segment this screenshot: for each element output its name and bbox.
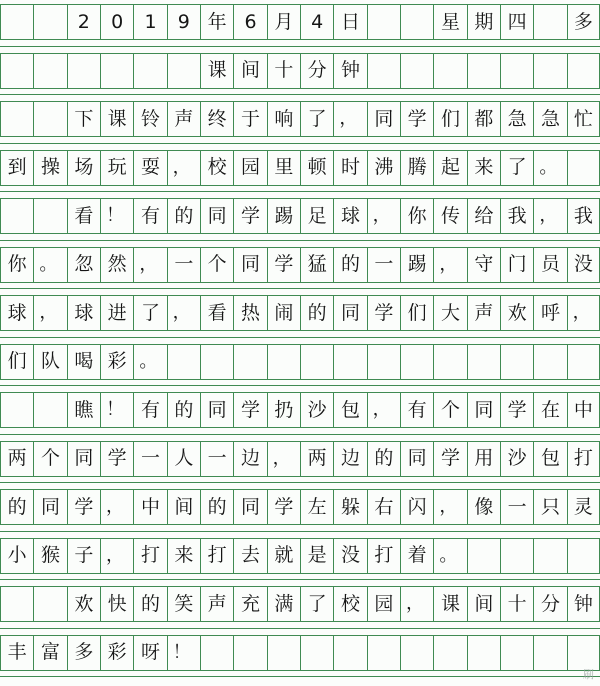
grid-cell: 学	[433, 442, 466, 476]
grid-cell	[533, 54, 566, 88]
grid-cell	[300, 636, 333, 670]
grid-cell	[367, 5, 400, 39]
grid-cell	[567, 636, 600, 670]
grid-cell: 包	[333, 393, 366, 427]
grid-cell: 打	[200, 539, 233, 573]
grid-cell: 球	[333, 199, 366, 233]
grid-cell: 学	[267, 248, 300, 282]
grid-cell: ，	[433, 248, 466, 282]
grid-cell: 快	[100, 587, 133, 621]
grid-cell: 在	[533, 393, 566, 427]
grid-cell: 。	[133, 345, 166, 379]
grid-cell: 间	[467, 587, 500, 621]
grid-cell: 响	[267, 102, 300, 136]
grid-cell	[467, 539, 500, 573]
grid-cell: 足	[300, 199, 333, 233]
grid-cell: 们	[0, 345, 33, 379]
grid-row	[0, 392, 600, 428]
grid-cell: 有	[400, 393, 433, 427]
grid-cell: 学	[367, 296, 400, 330]
grid-cell: 铃	[133, 102, 166, 136]
grid-cell: 沙	[300, 393, 333, 427]
grid-cell: 间	[233, 54, 266, 88]
grid-row	[0, 150, 600, 186]
grid-cell: 分	[533, 587, 566, 621]
gap-line	[0, 288, 600, 289]
grid-cell: 1	[133, 5, 166, 39]
grid-cell: 。	[533, 151, 566, 185]
grid-cell: ，	[33, 296, 66, 330]
grid-cell	[33, 587, 66, 621]
grid-cell	[67, 54, 100, 88]
grid-cell: 忽	[67, 248, 100, 282]
grid-cell: 到	[0, 151, 33, 185]
grid-cell	[500, 539, 533, 573]
grid-cell: 了	[300, 587, 333, 621]
grid-cell: 4	[300, 5, 333, 39]
grid-cell	[0, 587, 33, 621]
grid-cell: ！	[167, 636, 200, 670]
grid-cell	[467, 54, 500, 88]
grid-cell	[400, 345, 433, 379]
gap-line	[0, 94, 600, 95]
grid-cell	[533, 345, 566, 379]
grid-cell	[333, 345, 366, 379]
grid-cell: 钟	[333, 54, 366, 88]
grid-cell: ，	[433, 490, 466, 524]
grid-cell: 沸	[367, 151, 400, 185]
grid-cell: 日	[333, 5, 366, 39]
gap-line	[0, 628, 600, 629]
grid-cell: 去	[233, 539, 266, 573]
grid-cell: 打	[133, 539, 166, 573]
grid-cell	[400, 636, 433, 670]
gap-line	[0, 676, 600, 677]
grid-cell: 我	[500, 199, 533, 233]
grid-cell: 们	[433, 102, 466, 136]
gap-line	[0, 434, 600, 435]
grid-cell: 边	[333, 442, 366, 476]
grid-cell	[367, 636, 400, 670]
grid-cell: 们	[400, 296, 433, 330]
grid-cell: 没	[333, 539, 366, 573]
grid-cell: 员	[533, 248, 566, 282]
grid-cell: 满	[267, 587, 300, 621]
grid-cell: ，	[167, 296, 200, 330]
grid-cell	[533, 5, 566, 39]
grid-cell: ，	[267, 442, 300, 476]
grid-cell: 星	[433, 5, 466, 39]
grid-cell: 一	[500, 490, 533, 524]
grid-cell: 灵	[567, 490, 600, 524]
grid-cell	[333, 636, 366, 670]
grid-cell: 打	[567, 442, 600, 476]
grid-cell: 一	[167, 248, 200, 282]
grid-cell: 两	[300, 442, 333, 476]
gap-line	[0, 143, 600, 144]
grid-cell: 打	[367, 539, 400, 573]
grid-row	[0, 344, 600, 380]
grid-cell: 左	[300, 490, 333, 524]
grid-cell: 进	[100, 296, 133, 330]
grid-cell: 闪	[400, 490, 433, 524]
grid-cell: 的	[133, 587, 166, 621]
grid-cell: 同	[233, 248, 266, 282]
grid-cell: 球	[0, 296, 33, 330]
grid-cell: 同	[67, 442, 100, 476]
grid-cell	[100, 54, 133, 88]
grid-cell	[167, 345, 200, 379]
grid-cell: 两	[0, 442, 33, 476]
grid-cell: 富	[33, 636, 66, 670]
grid-cell: 间	[167, 490, 200, 524]
grid-cell: 有	[133, 393, 166, 427]
grid-cell: 呼	[533, 296, 566, 330]
grid-cell: 一	[133, 442, 166, 476]
grid-cell: 中	[133, 490, 166, 524]
grid-cell: 了	[133, 296, 166, 330]
grid-cell: 是	[300, 539, 333, 573]
grid-cell: 踢	[267, 199, 300, 233]
gap-line	[0, 240, 600, 241]
grid-cell: 四	[500, 5, 533, 39]
grid-cell	[167, 54, 200, 88]
grid-row	[0, 101, 600, 137]
grid-cell: 2	[67, 5, 100, 39]
grid-cell: 子	[67, 539, 100, 573]
grid-cell: 操	[33, 151, 66, 185]
grid-cell: 守	[467, 248, 500, 282]
gap-line	[0, 337, 600, 338]
grid-cell	[367, 54, 400, 88]
gap-line	[0, 482, 600, 483]
grid-cell: 包	[533, 442, 566, 476]
grid-cell: 下	[67, 102, 100, 136]
grid-cell	[367, 345, 400, 379]
grid-cell: 学	[233, 199, 266, 233]
grid-cell: 园	[233, 151, 266, 185]
grid-cell: ，	[133, 248, 166, 282]
grid-cell: 期	[467, 5, 500, 39]
grid-cell	[400, 5, 433, 39]
grid-cell: 像	[467, 490, 500, 524]
grid-cell: 传	[433, 199, 466, 233]
grid-cell: 来	[167, 539, 200, 573]
grid-cell: 课	[200, 54, 233, 88]
grid-cell	[500, 54, 533, 88]
grid-cell: 同	[200, 393, 233, 427]
grid-row	[0, 295, 600, 331]
grid-cell: 彩	[100, 636, 133, 670]
grid-cell: 来	[467, 151, 500, 185]
grid-cell	[567, 54, 600, 88]
grid-cell: 大	[433, 296, 466, 330]
grid-cell: 中	[567, 393, 600, 427]
grid-cell: 多	[67, 636, 100, 670]
grid-cell: 月	[267, 5, 300, 39]
grid-cell: 都	[467, 102, 500, 136]
grid-cell: 个	[200, 248, 233, 282]
grid-row	[0, 441, 600, 477]
grid-cell	[0, 102, 33, 136]
grid-cell: 年	[200, 5, 233, 39]
grid-cell: 校	[333, 587, 366, 621]
grid-cell: 学	[100, 442, 133, 476]
grid-cell	[433, 636, 466, 670]
grid-cell: 的	[167, 393, 200, 427]
grid-cell: 同	[400, 442, 433, 476]
grid-cell	[200, 345, 233, 379]
grid-cell: ，	[333, 102, 366, 136]
grid-cell: 分	[300, 54, 333, 88]
gap-line	[0, 579, 600, 580]
grid-cell: 然	[100, 248, 133, 282]
grid-cell	[0, 393, 33, 427]
grid-cell: 呀	[133, 636, 166, 670]
grid-row	[0, 635, 600, 671]
grid-cell: 于	[233, 102, 266, 136]
grid-cell: ，	[167, 151, 200, 185]
grid-cell: 了	[300, 102, 333, 136]
grid-cell: 边	[233, 442, 266, 476]
grid-cell: 一	[367, 248, 400, 282]
grid-cell: 课	[100, 102, 133, 136]
grid-cell: 里	[267, 151, 300, 185]
grid-cell: 时	[333, 151, 366, 185]
grid-cell	[267, 636, 300, 670]
grid-cell	[567, 151, 600, 185]
grid-cell	[533, 539, 566, 573]
grid-cell: 同	[367, 102, 400, 136]
grid-cell: 耍	[133, 151, 166, 185]
grid-row	[0, 586, 600, 622]
grid-cell	[567, 539, 600, 573]
grid-cell: ，	[533, 199, 566, 233]
grid-cell	[533, 636, 566, 670]
grid-cell: 忙	[567, 102, 600, 136]
grid-cell: 丰	[0, 636, 33, 670]
grid-cell	[200, 636, 233, 670]
grid-cell: 队	[33, 345, 66, 379]
grid-cell: 就	[267, 539, 300, 573]
grid-cell: 9	[167, 5, 200, 39]
grid-cell	[467, 345, 500, 379]
grid-cell: 终	[200, 102, 233, 136]
grid-cell: ，	[100, 539, 133, 573]
grid-cell	[33, 54, 66, 88]
grid-cell: 同	[200, 199, 233, 233]
grid-cell: 个	[33, 442, 66, 476]
grid-cell: 欢	[67, 587, 100, 621]
grid-cell	[233, 636, 266, 670]
grid-cell: 顿	[300, 151, 333, 185]
grid-cell: 课	[433, 587, 466, 621]
grid-cell: 钟	[567, 587, 600, 621]
grid-cell: 场	[67, 151, 100, 185]
grid-cell: 看	[67, 199, 100, 233]
grid-cell: ，	[400, 587, 433, 621]
grid-cell: 笑	[167, 587, 200, 621]
grid-cell: 瞧	[67, 393, 100, 427]
grid-cell: 热	[233, 296, 266, 330]
grid-cell: 。	[33, 248, 66, 282]
grid-cell: 声	[200, 587, 233, 621]
grid-cell: 门	[500, 248, 533, 282]
grid-cell: 彩	[100, 345, 133, 379]
grid-cell	[33, 102, 66, 136]
grid-cell: ！	[100, 199, 133, 233]
grid-cell: 我	[567, 199, 600, 233]
grid-cell: 急	[500, 102, 533, 136]
grid-cell: 只	[533, 490, 566, 524]
grid-cell: 的	[333, 248, 366, 282]
grid-cell: ！	[100, 393, 133, 427]
grid-cell	[0, 5, 33, 39]
grid-cell: 一	[200, 442, 233, 476]
grid-cell: 6	[233, 5, 266, 39]
grid-cell: 你	[400, 199, 433, 233]
grid-cell: 人	[167, 442, 200, 476]
grid-cell: ，	[100, 490, 133, 524]
grid-cell: 十	[500, 587, 533, 621]
grid-cell: 看	[200, 296, 233, 330]
grid-cell: 的	[200, 490, 233, 524]
grid-cell: 急	[533, 102, 566, 136]
grid-cell: 多	[567, 5, 600, 39]
grid-cell: 个	[433, 393, 466, 427]
grid-cell: 没	[567, 248, 600, 282]
grid-cell: 同	[333, 296, 366, 330]
grid-cell: 喝	[67, 345, 100, 379]
grid-cell: 十	[267, 54, 300, 88]
grid-cell: 充	[233, 587, 266, 621]
grid-cell	[0, 199, 33, 233]
grid-cell: 闹	[267, 296, 300, 330]
grid-cell	[500, 636, 533, 670]
grid-row	[0, 4, 600, 40]
grid-cell	[0, 54, 33, 88]
grid-cell	[233, 345, 266, 379]
grid-cell: 扔	[267, 393, 300, 427]
grid-row	[0, 53, 600, 89]
grid-cell: 腾	[400, 151, 433, 185]
gap-line	[0, 191, 600, 192]
grid-cell: 躲	[333, 490, 366, 524]
grid-cell: 声	[467, 296, 500, 330]
grid-cell: 玩	[100, 151, 133, 185]
grid-cell: ，	[367, 393, 400, 427]
grid-cell: 用	[467, 442, 500, 476]
grid-cell: 起	[433, 151, 466, 185]
gap-line	[0, 531, 600, 532]
grid-cell: 的	[367, 442, 400, 476]
grid-cell: ，	[367, 199, 400, 233]
grid-cell	[33, 199, 66, 233]
gap-line	[0, 46, 600, 47]
grid-cell	[133, 54, 166, 88]
grid-cell: 沙	[500, 442, 533, 476]
grid-row	[0, 489, 600, 525]
grid-cell	[33, 5, 66, 39]
grid-cell: 学	[500, 393, 533, 427]
grid-cell: 0	[100, 5, 133, 39]
grid-cell: 同	[467, 393, 500, 427]
grid-cell	[33, 393, 66, 427]
grid-cell: 的	[300, 296, 333, 330]
grid-row	[0, 198, 600, 234]
grid-cell: 同	[233, 490, 266, 524]
grid-cell: 校	[200, 151, 233, 185]
grid-cell: 猴	[33, 539, 66, 573]
grid-cell	[433, 54, 466, 88]
grid-cell: 园	[367, 587, 400, 621]
grid-row	[0, 247, 600, 283]
grid-cell: 同	[33, 490, 66, 524]
grid-cell: ，	[567, 296, 600, 330]
grid-cell	[300, 345, 333, 379]
grid-cell	[400, 54, 433, 88]
grid-cell: 学	[400, 102, 433, 136]
grid-cell: 踢	[400, 248, 433, 282]
grid-cell: 小	[0, 539, 33, 573]
grid-cell: 有	[133, 199, 166, 233]
grid-cell	[267, 345, 300, 379]
grid-cell: 学	[267, 490, 300, 524]
grid-cell: 给	[467, 199, 500, 233]
grid-cell: 学	[67, 490, 100, 524]
gap-line	[0, 385, 600, 386]
watermark: 刷	[583, 668, 594, 681]
grid-cell	[467, 636, 500, 670]
grid-row	[0, 538, 600, 574]
grid-cell: 猛	[300, 248, 333, 282]
grid-cell: 你	[0, 248, 33, 282]
grid-cell: 右	[367, 490, 400, 524]
grid-cell: 声	[167, 102, 200, 136]
grid-cell: 学	[233, 393, 266, 427]
grid-cell: 。	[433, 539, 466, 573]
grid-cell: 了	[500, 151, 533, 185]
grid-cell	[567, 345, 600, 379]
grid-cell: 欢	[500, 296, 533, 330]
grid-cell: 球	[67, 296, 100, 330]
grid-cell	[500, 345, 533, 379]
grid-cell: 的	[167, 199, 200, 233]
grid-cell	[433, 345, 466, 379]
grid-cell: 着	[400, 539, 433, 573]
grid-cell: 的	[0, 490, 33, 524]
